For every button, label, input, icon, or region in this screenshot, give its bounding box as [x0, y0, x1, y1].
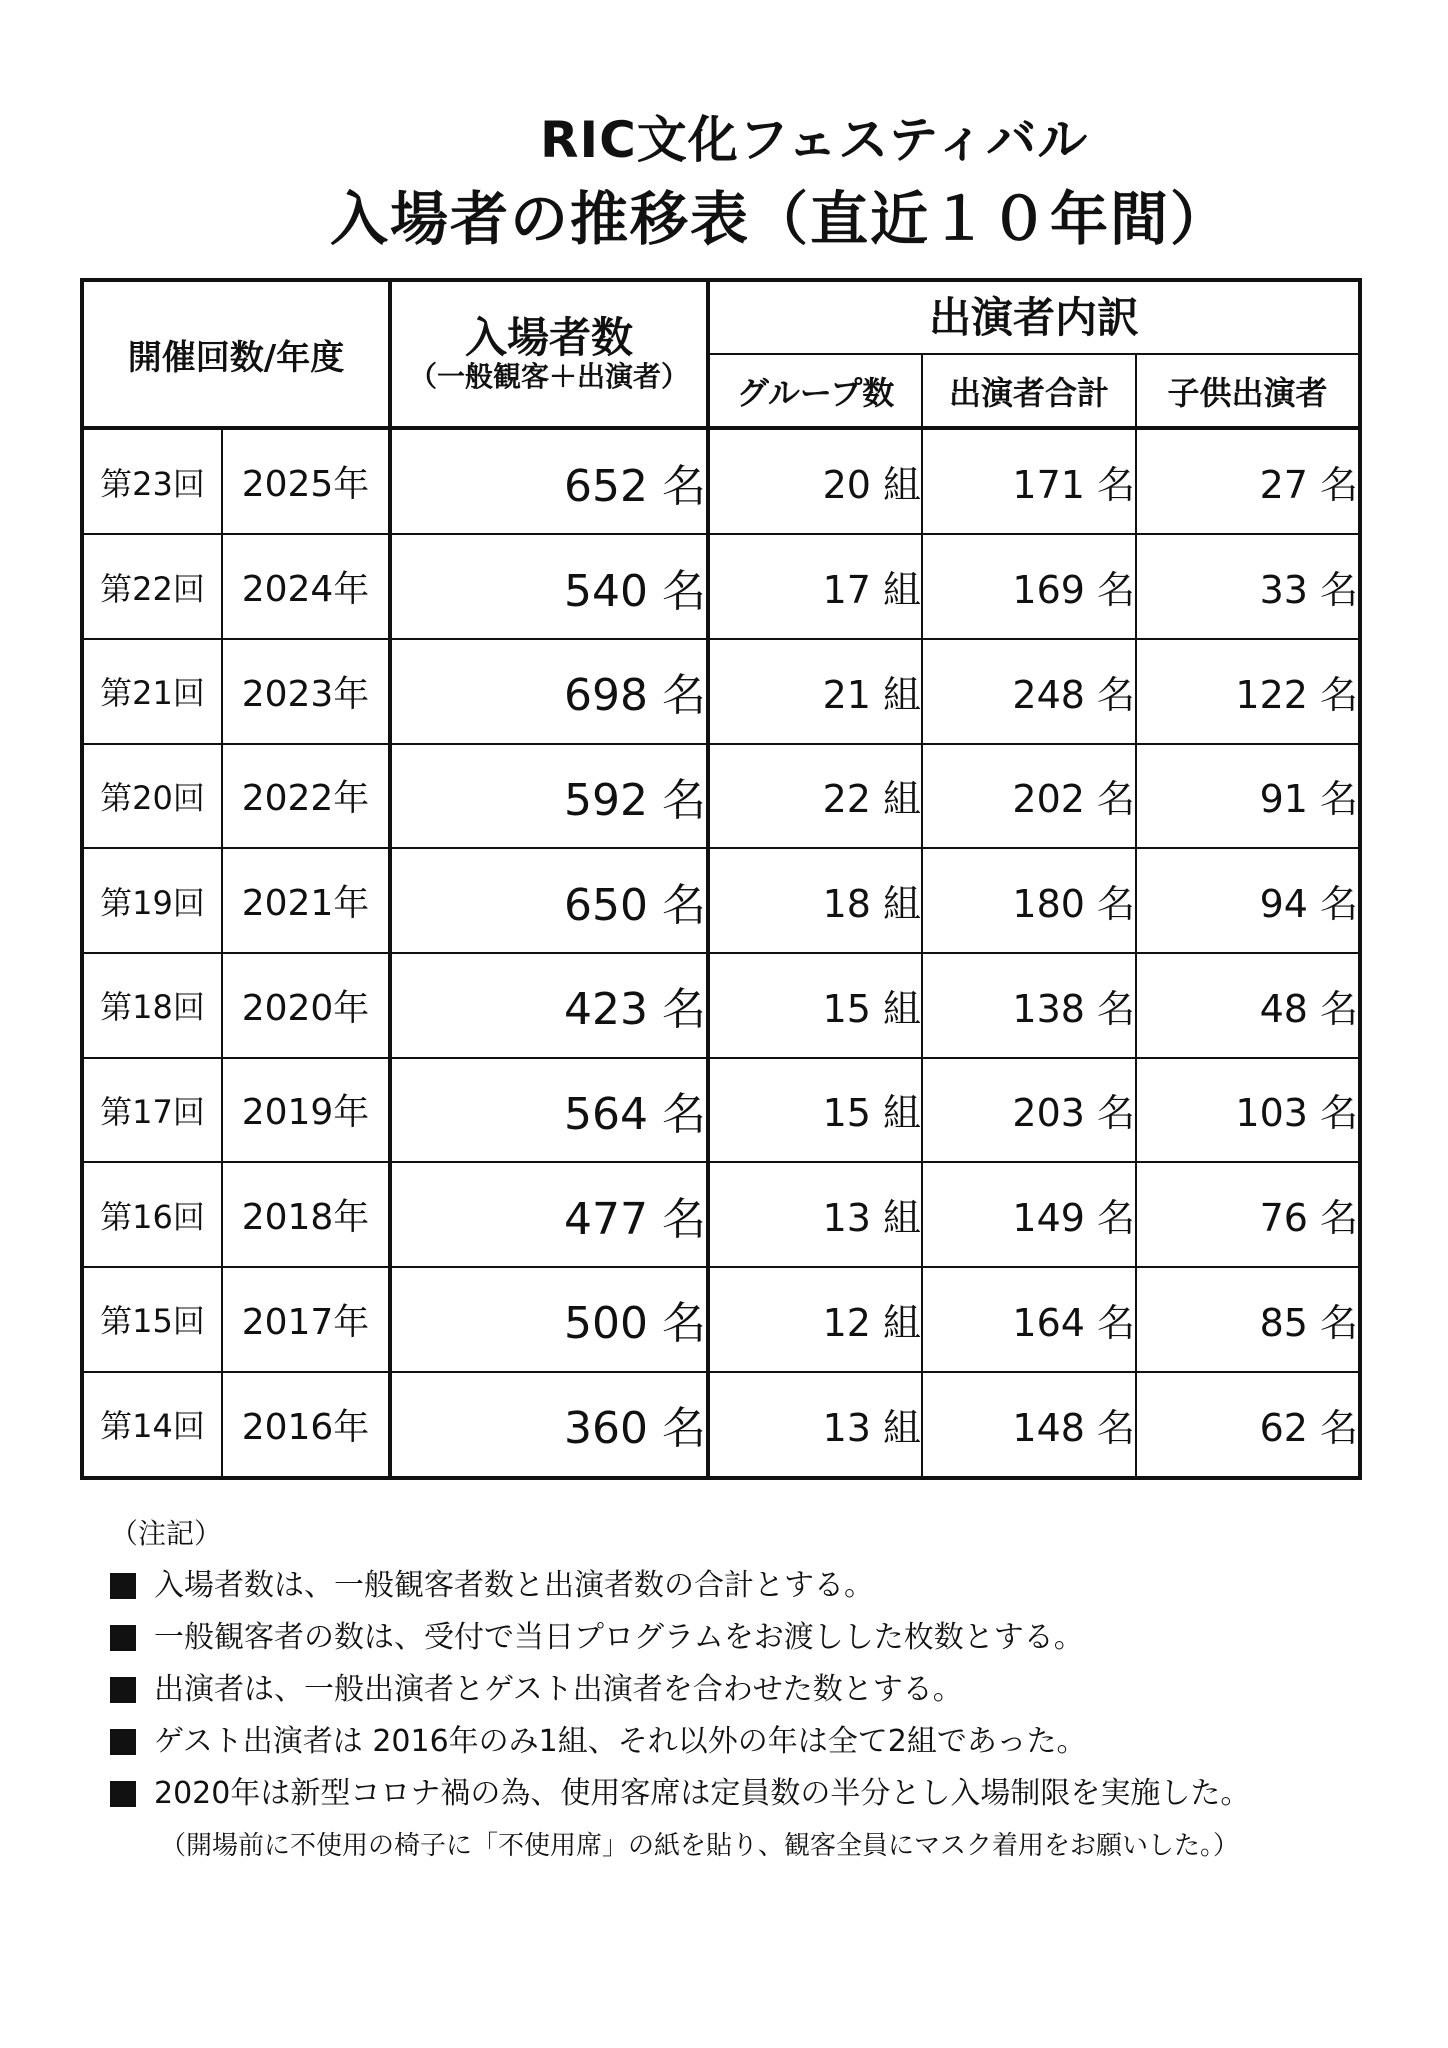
total-cell: 564 名: [390, 1058, 708, 1163]
total-cell: 360 名: [390, 1372, 708, 1478]
table-row: [82, 428, 1360, 534]
note-text: 出演者は、一般出演者とゲスト出演者を合わせた数とする。: [154, 1672, 963, 1707]
edition-cell: 第14回: [82, 1372, 222, 1478]
performers-cell: 180 名: [922, 848, 1136, 953]
square-bullet-icon: [110, 1781, 136, 1807]
header-total-label: 入場者数: [465, 313, 634, 362]
header-performers: [708, 280, 1360, 354]
square-bullet-icon: [110, 1625, 136, 1651]
performers-cell: 203 名: [922, 1058, 1136, 1163]
children-cell: 62 名: [1136, 1372, 1360, 1478]
groups-cell: 18 組: [708, 848, 922, 953]
performers-cell: 164 名: [922, 1267, 1136, 1372]
table-row: [82, 1058, 1360, 1163]
year-cell: 2025年: [222, 428, 390, 534]
children-cell: 85 名: [1136, 1267, 1360, 1372]
total-cell: 650 名: [390, 848, 708, 953]
edition-cell: 第23回: [82, 428, 222, 534]
performers-cell: 149 名: [922, 1162, 1136, 1267]
groups-cell: 21 組: [708, 639, 922, 744]
square-bullet-icon: [110, 1677, 136, 1703]
note-text: 一般観客者の数は、受付で当日プログラムをお渡しした枚数とする。: [154, 1620, 1084, 1655]
header-children: [1136, 354, 1360, 428]
performers-cell: 248 名: [922, 639, 1136, 744]
header-performer-total: [922, 354, 1136, 428]
document-title: RIC文化フェスティバル: [540, 111, 1089, 169]
note-text: ゲスト出演者は 2016年のみ1組、それ以外の年は全て2組であった。: [154, 1724, 1087, 1759]
children-cell: 33 名: [1136, 534, 1360, 639]
edition-cell: 第17回: [82, 1058, 222, 1163]
total-cell: 652 名: [390, 428, 708, 534]
header-edition-year-label: 開催回数/年度: [127, 337, 345, 378]
edition-cell: 第22回: [82, 534, 222, 639]
table-row: [82, 744, 1360, 849]
edition-cell: 第16回: [82, 1162, 222, 1267]
total-cell: 540 名: [390, 534, 708, 639]
note-item: [110, 1612, 1350, 1664]
note-item: [110, 1560, 1350, 1612]
groups-cell: 12 組: [708, 1267, 922, 1372]
groups-cell: 15 組: [708, 953, 922, 1058]
children-cell: 103 名: [1136, 1058, 1360, 1163]
performers-cell: 138 名: [922, 953, 1136, 1058]
year-cell: 2018年: [222, 1162, 390, 1267]
edition-cell: 第20回: [82, 744, 222, 849]
groups-cell: 13 組: [708, 1372, 922, 1478]
total-cell: 423 名: [390, 953, 708, 1058]
performers-cell: 169 名: [922, 534, 1136, 639]
groups-cell: 13 組: [708, 1162, 922, 1267]
children-cell: 48 名: [1136, 953, 1360, 1058]
table-row: [82, 1372, 1360, 1478]
total-cell: 500 名: [390, 1267, 708, 1372]
performers-cell: 171 名: [922, 428, 1136, 534]
note-text: 2020年は新型コロナ禍の為、使用客席は定員数の半分とし入場制限を実施した。: [154, 1776, 1251, 1811]
edition-cell: 第19回: [82, 848, 222, 953]
year-cell: 2024年: [222, 534, 390, 639]
note-item: [110, 1768, 1350, 1820]
note-item: [110, 1716, 1350, 1768]
header-performers-label: 出演者内訳: [929, 292, 1140, 342]
year-cell: 2021年: [222, 848, 390, 953]
header-children-label: 子供出演者: [1167, 373, 1328, 412]
header-total-sublabel: （一般観客＋出演者）: [409, 360, 690, 393]
header-groups: [708, 354, 922, 428]
table-row: [82, 534, 1360, 639]
children-cell: 27 名: [1136, 428, 1360, 534]
header-total: [390, 280, 708, 428]
square-bullet-icon: [110, 1729, 136, 1755]
table-row: [82, 848, 1360, 953]
attendance-table: [80, 278, 1362, 1480]
groups-cell: 15 組: [708, 1058, 922, 1163]
children-cell: 91 名: [1136, 744, 1360, 849]
groups-cell: 20 組: [708, 428, 922, 534]
performers-cell: 202 名: [922, 744, 1136, 849]
square-bullet-icon: [110, 1573, 136, 1599]
table-row: [82, 1162, 1360, 1267]
header-groups-label: グループ数: [736, 373, 895, 412]
note-subtext: （開場前に不使用の椅子に「不使用席」の紙を貼り、観客全員にマスク着用をお願いした。）: [160, 1831, 1240, 1861]
edition-cell: 第15回: [82, 1267, 222, 1372]
year-cell: 2020年: [222, 953, 390, 1058]
edition-cell: 第18回: [82, 953, 222, 1058]
year-cell: 2023年: [222, 639, 390, 744]
edition-cell: 第21回: [82, 639, 222, 744]
total-cell: 477 名: [390, 1162, 708, 1267]
year-cell: 2022年: [222, 744, 390, 849]
note-item: [110, 1664, 1350, 1716]
notes-heading: （注記）: [110, 1517, 223, 1550]
groups-cell: 22 組: [708, 744, 922, 849]
notes-section: [110, 1508, 1350, 1872]
table-row: [82, 639, 1360, 744]
children-cell: 122 名: [1136, 639, 1360, 744]
header-edition-year: [82, 280, 390, 428]
children-cell: 76 名: [1136, 1162, 1360, 1267]
total-cell: 592 名: [390, 744, 708, 849]
groups-cell: 17 組: [708, 534, 922, 639]
note-text: 入場者数は、一般観客者数と出演者数の合計とする。: [154, 1568, 874, 1603]
year-cell: 2019年: [222, 1058, 390, 1163]
document-subtitle: 入場者の推移表（直近１０年間）: [330, 185, 1231, 253]
performers-cell: 148 名: [922, 1372, 1136, 1478]
year-cell: 2017年: [222, 1267, 390, 1372]
table-row: [82, 953, 1360, 1058]
year-cell: 2016年: [222, 1372, 390, 1478]
children-cell: 94 名: [1136, 848, 1360, 953]
header-performer-total-label: 出演者合計: [949, 373, 1110, 412]
total-cell: 698 名: [390, 639, 708, 744]
table-row: [82, 1267, 1360, 1372]
